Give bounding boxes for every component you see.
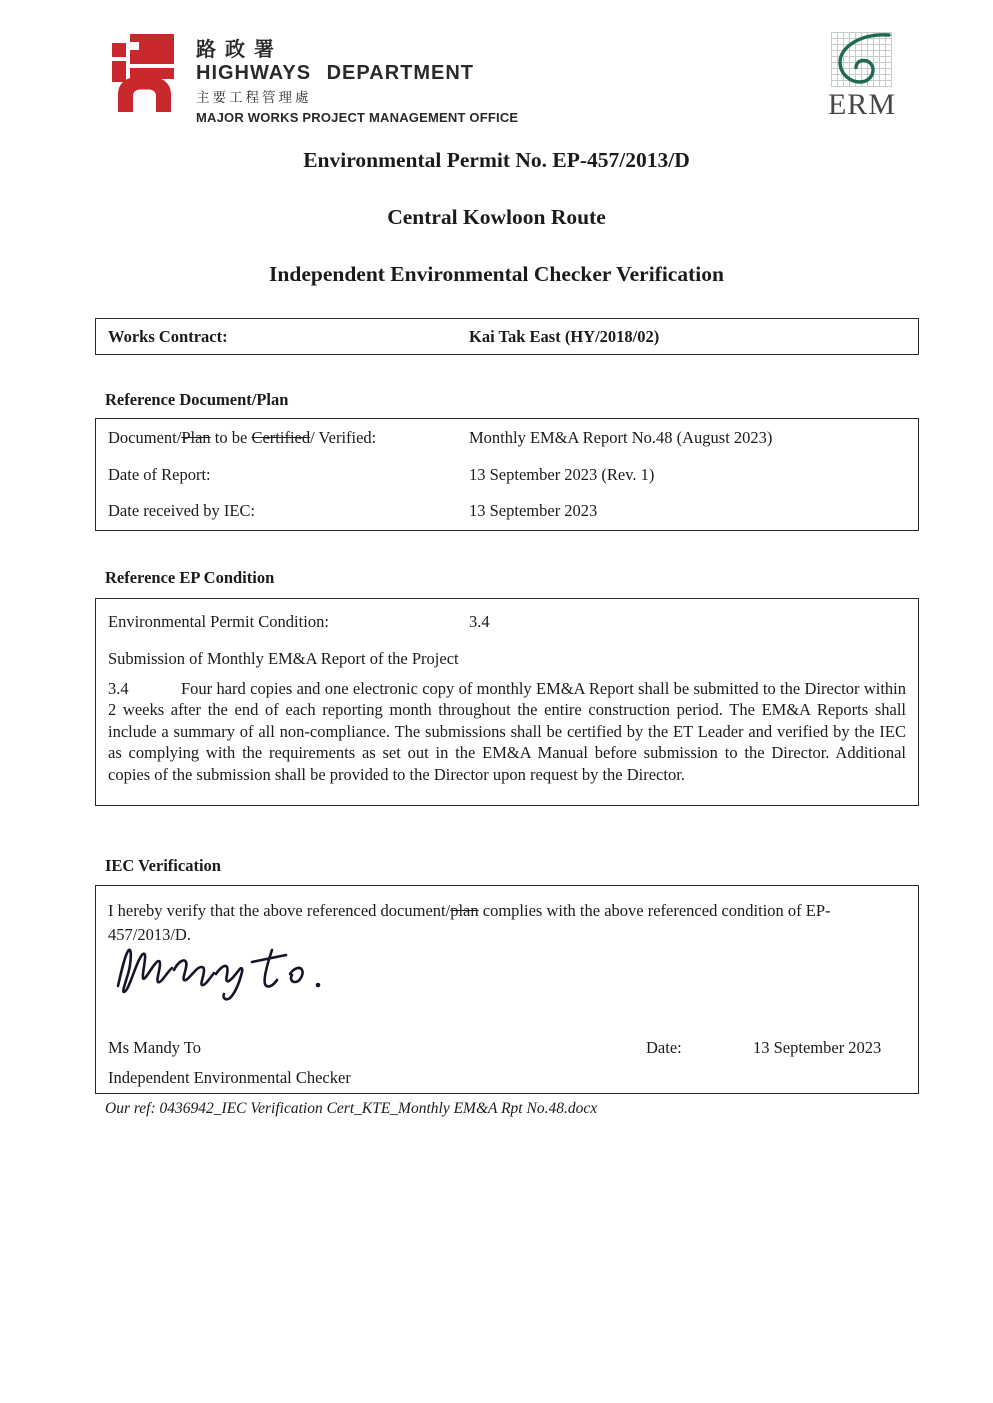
document-verified-row — [108, 427, 906, 449]
highways-department-logo — [112, 34, 518, 125]
clause-number: 3.4 — [108, 679, 129, 698]
ep-condition-label: Environmental Permit Condition: — [108, 612, 329, 631]
hd-office-chinese: 主要工程管理處 — [196, 90, 312, 106]
clause-text: Four hard copies and one electronic copy of monthly EM&A Report shall be submitted to the Director within 2 weeks after the end of each reporting month throughout the entire construction period. The EM&A Reports shall include a summary of all non-compliance. The submissions shall be certified by the ET Leader and verified by the IEC as complying with the requirements as set out in the EM&A Manual before submission to the Director. Additional copies of the submission shall be provided to the Director upon request by the Director. — [108, 679, 906, 784]
highways-department-text — [196, 34, 518, 125]
struck-word-plan: Plan — [181, 428, 211, 447]
hd-name-chinese: 路政署 — [196, 37, 283, 61]
permit-number-title: Environmental Permit No. EP-457/2013/D — [303, 148, 690, 172]
document-verified-label: Document/Plan to be Certified/ Verified: — [108, 428, 377, 447]
iec-verification-heading: IEC Verification — [105, 856, 221, 875]
date-value: 13 September 2023 — [753, 1038, 882, 1057]
document-verified-value: Monthly EM&A Report No.48 (August 2023) — [469, 428, 773, 447]
date-label: Date: — [646, 1038, 682, 1057]
ep-condition-row — [108, 611, 906, 633]
date-of-report-value: 13 September 2023 (Rev. 1) — [469, 464, 655, 484]
our-ref-line: Our ref: 0436942_IEC Verification Cert_KTE_Monthly EM&A Rpt No.48.docx — [105, 1100, 598, 1117]
date-received-value: 13 September 2023 — [469, 501, 598, 520]
reference-document-box — [95, 418, 919, 531]
reference-ep-heading: Reference EP Condition — [105, 568, 275, 587]
date-of-report-row — [108, 464, 906, 486]
date-received-label: Date received by IEC: — [108, 501, 256, 520]
hd-office-english: MAJOR WORKS PROJECT MANAGEMENT OFFICE — [196, 110, 519, 125]
page-header — [112, 34, 896, 125]
date-of-report-label: Date of Report: — [108, 464, 211, 484]
route-title: Central Kowloon Route — [387, 205, 606, 229]
struck-word-plan-statement: plan — [450, 901, 479, 920]
signatory-row — [108, 1038, 908, 1060]
verification-statement: I hereby verify that the above referenced document/plan complies with the above referenced condition of EP-457/2013/D. — [108, 901, 831, 944]
works-contract-label: Works Contract: — [108, 326, 228, 346]
hd-name-english: HIGHWAYS DEPARTMENT — [196, 62, 475, 84]
ep-condition-value: 3.4 — [469, 612, 490, 631]
struck-word-certified: Certified — [251, 428, 311, 447]
signature-image — [112, 940, 332, 1007]
title-block — [0, 147, 993, 318]
reference-ep-box — [95, 598, 919, 806]
signatory-name: Ms Mandy To — [108, 1038, 201, 1057]
signatory-title: Independent Environmental Checker — [108, 1068, 351, 1087]
reference-document-heading: Reference Document/Plan — [105, 390, 289, 409]
erm-logo-icon — [831, 32, 892, 87]
works-contract-box — [95, 318, 919, 355]
verification-title: Independent Environmental Checker Verification — [269, 262, 724, 286]
ep-condition-clause — [108, 678, 906, 785]
ep-condition-subtitle: Submission of Monthly EM&A Report of the Project — [108, 649, 459, 668]
erm-logo — [828, 32, 896, 122]
iec-verification-box — [95, 885, 919, 1094]
highways-department-logo-icon — [112, 34, 178, 125]
works-contract-value: Kai Tak East (HY/2018/02) — [469, 326, 660, 346]
date-received-row — [108, 500, 906, 522]
erm-logo-text: ERM — [827, 88, 896, 121]
